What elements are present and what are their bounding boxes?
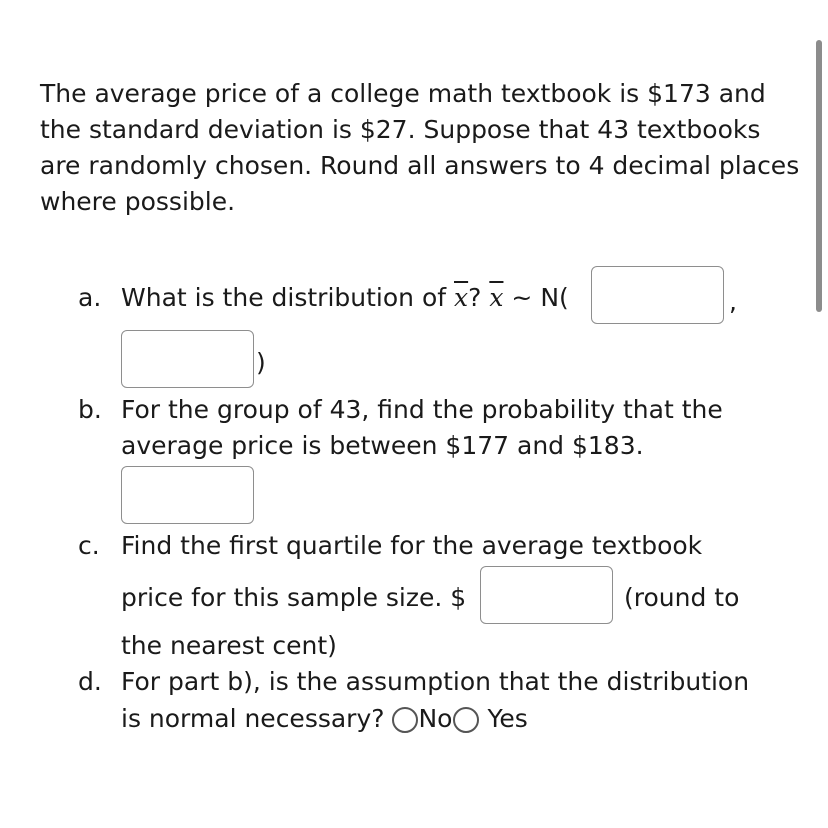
tilde-symbol: ~ [511, 283, 533, 312]
quartile-input[interactable] [480, 566, 613, 624]
close-paren: ) [256, 348, 266, 377]
part-c-marker: c. [78, 531, 100, 560]
radio-no-label[interactable]: No [418, 704, 453, 733]
part-c-line1: Find the first quartile for the average textbook [121, 531, 703, 560]
part-a-question [121, 280, 569, 316]
part-b-line1: For the group of 43, find the probability that the [121, 395, 723, 424]
part-d-marker: d. [78, 667, 102, 696]
std-error-input[interactable] [121, 330, 254, 388]
comma-separator: , [729, 287, 737, 316]
part-b-line2: average price is between $177 and $183. [121, 431, 644, 460]
part-d-line1: For part b), is the assumption that the distribution [121, 667, 750, 696]
x-bar-symbol: $\overline{x}$ [454, 283, 469, 312]
radio-no[interactable] [392, 707, 418, 733]
part-a-text: What is the distribution of [121, 283, 447, 312]
part-d-line2 [121, 701, 528, 737]
part-d-question: is normal necessary? [121, 704, 385, 733]
part-c-round-note: (round to [624, 583, 740, 612]
radio-yes[interactable] [453, 707, 479, 733]
radio-yes-label[interactable]: Yes [487, 704, 528, 733]
scrollbar[interactable] [816, 40, 822, 312]
mean-input[interactable] [591, 266, 724, 324]
probability-input[interactable] [121, 466, 254, 524]
part-b-marker: b. [78, 395, 102, 424]
problem-statement: The average price of a college math textbook is $173 and the standard deviation is $27. Suppose that 43 textbooks are randomly chosen. Round all answers to 4 decimal places where possible. [40, 79, 800, 216]
part-a-question-mark: ? [468, 283, 482, 312]
x-bar-symbol-2: $\overline{x}$ [489, 283, 504, 312]
part-c-line2: price for this sample size. $ [121, 583, 467, 612]
part-c-line3: the nearest cent) [121, 631, 337, 660]
normal-dist-label: N( [540, 283, 569, 312]
part-a-marker: a. [78, 283, 102, 312]
